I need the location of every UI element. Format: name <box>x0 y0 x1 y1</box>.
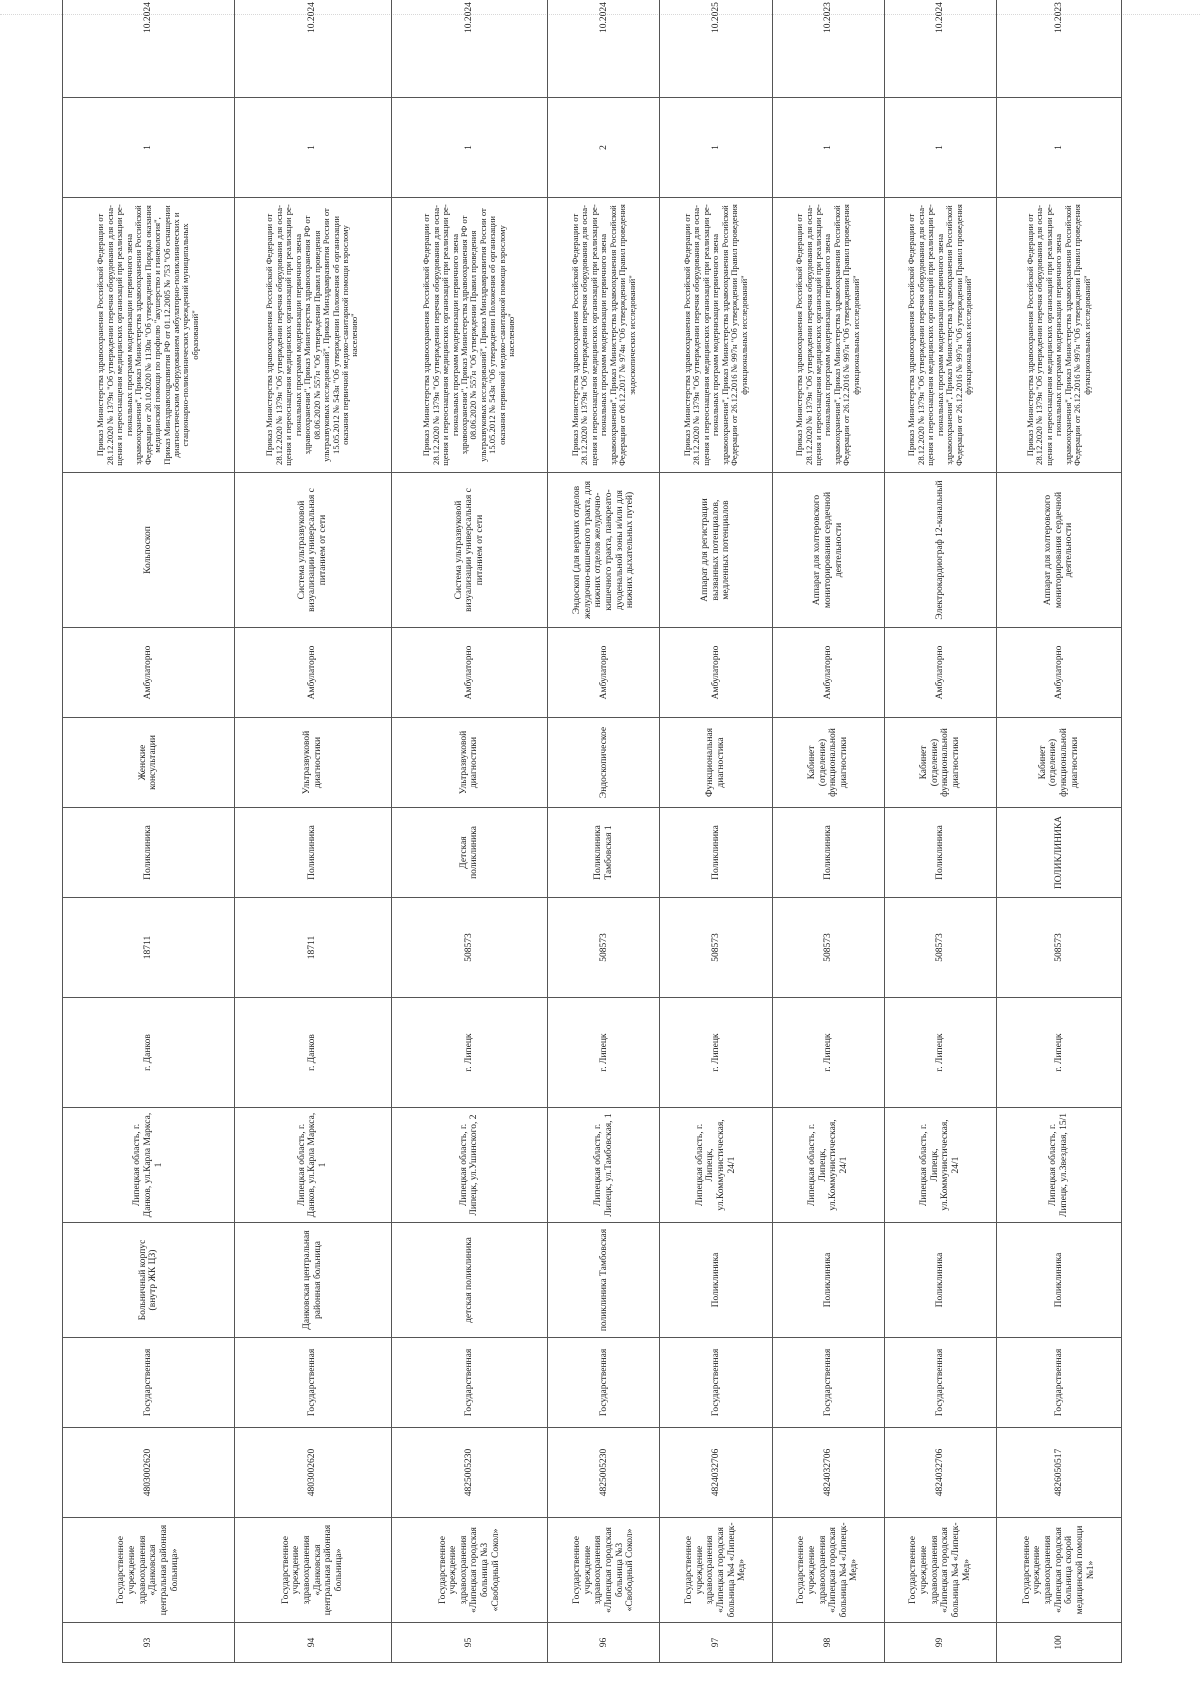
date-cell: 10.2024 <box>391 0 548 98</box>
quantity-cell: 1 <box>996 98 1121 198</box>
row-number-cell: 98 <box>772 1623 884 1663</box>
organization-cell: Государственное учреждение здравоохранения «Данковская центральная районная больница» <box>63 1518 235 1623</box>
legal-basis-cell: Приказ Министерства здравоохранения Российской Федерации от 28.12.2020 № 1379н "Об утверждении перечня оборудования для осна-щения и переоснащения медицинских организаций при реализации ре-гиональных программ модернизации первичного звена здравоохранения", Приказ Министерства здравоохранения Российской Федерации от 26.12.2016 № 997н "Об утверждении Правил проведения функциональных исследований" <box>660 198 772 473</box>
date-cell: 10.2023 <box>996 0 1121 98</box>
subdivision-cell: поликлиника Тамбовская <box>548 1223 660 1338</box>
organization-cell: Государственное учреждение здравоохранения «Липецкая городская больница скорой медицинской помощи №1» <box>996 1518 1121 1623</box>
organization-cell: Государственное учреждение здравоохранения «Липецкая городская больница №3 «Свободный Сокол» <box>548 1518 660 1623</box>
quantity-cell: 1 <box>884 98 996 198</box>
equipment-cell: Эндоскоп (для верхних отделов желудочно-кишечного тракта, для нижних отделов желудочно-кишечного тракта, панкреато-дуоденальной зоны и/или для нижних дыхательных путей) <box>548 473 660 628</box>
care-form-cell: Амбулаторно <box>884 628 996 718</box>
unit-type-cell: Поликлиника <box>234 808 391 898</box>
department-cell: Кабинет (отделение) функциональной диагностики <box>772 718 884 808</box>
population-cell: 508573 <box>996 898 1121 998</box>
table-row <box>884 0 996 1663</box>
inn-cell: 4824032706 <box>884 1428 996 1518</box>
unit-type-cell: Поликлиника <box>63 808 235 898</box>
department-cell: Эндоскопическое <box>548 718 660 808</box>
row-number-cell: 93 <box>63 1623 235 1663</box>
population-cell: 508573 <box>660 898 772 998</box>
care-form-cell: Амбулаторно <box>391 628 548 718</box>
organization-cell: Государственное учреждение здравоохранения «Липецкая городская больница №4 «Липецк-Мед» <box>660 1518 772 1623</box>
ownership-cell: Государственная <box>234 1338 391 1428</box>
legal-basis-cell: Приказ Министерства здравоохранения Российской Федерации от 28.12.2020 № 1379н "Об утверждении перечня оборудования для осна-щения и переоснащения медицинских организаций при реализации ре-гиональных программ модернизации первичного звена здравоохранения", Приказ Министерства здравоохранения РФ от 08.06.2020 № 557н "Об утверждении Правил проведения ультразвуковых исследований", Приказ Минздравразвития России от 15.05.2012 № 543н "Об утверждении Положения об организации оказания первичной медико-санитарной помощи взрослому населению" <box>391 198 548 473</box>
row-number-cell: 100 <box>996 1623 1121 1663</box>
department-cell: Кабинет (отделение) функциональной диагностики <box>884 718 996 808</box>
quantity-cell: 1 <box>772 98 884 198</box>
ownership-cell: Государственная <box>63 1338 235 1428</box>
population-cell: 508573 <box>884 898 996 998</box>
equipment-cell: Аппарат для холтеровского мониторирования сердечной деятельности <box>772 473 884 628</box>
subdivision-cell: Поликлиника <box>772 1223 884 1338</box>
care-form-cell: Амбулаторно <box>234 628 391 718</box>
department-cell: Ультразвуковой диагностики <box>234 718 391 808</box>
subdivision-cell: Поликлиника <box>660 1223 772 1338</box>
inn-cell: 4803002620 <box>63 1428 235 1518</box>
table-row <box>391 0 548 1663</box>
row-number-cell: 99 <box>884 1623 996 1663</box>
department-cell: Женские консультации <box>63 718 235 808</box>
unit-type-cell: Поликлиника Тамбовская 1 <box>548 808 660 898</box>
care-form-cell: Амбулаторно <box>63 628 235 718</box>
equipment-cell: Система ультразвуковой визуализации универсальная с питанием от сети <box>391 473 548 628</box>
city-cell: г. Липецк <box>391 998 548 1108</box>
inn-cell: 4825005230 <box>391 1428 548 1518</box>
population-cell: 508573 <box>548 898 660 998</box>
unit-type-cell: ПОЛИКЛИНИКА <box>996 808 1121 898</box>
address-cell: Липецкая область, г. Липецк, ул.Коммунистическая, 24/1 <box>884 1108 996 1223</box>
row-number-cell: 97 <box>660 1623 772 1663</box>
quantity-cell: 1 <box>63 98 235 198</box>
ownership-cell: Государственная <box>391 1338 548 1428</box>
unit-type-cell: Детская поликлиника <box>391 808 548 898</box>
city-cell: г. Липецк <box>884 998 996 1108</box>
inn-cell: 4824032706 <box>772 1428 884 1518</box>
city-cell: г. Липецк <box>996 998 1121 1108</box>
legal-basis-cell: Приказ Министерства здравоохранения Российской Федерации от 28.12.2020 № 1379н "Об утверждении перечня оборудования для осна-щения и переоснащения медицинских организаций при реализации ре-гиональных программ модернизации первичного звена здравоохранения", Приказ Министерства здравоохранения Российской Федерации от 26.12.2016 № 997н "Об утверждении Правил проведения функциональных исследований" <box>772 198 884 473</box>
population-cell: 18711 <box>63 898 235 998</box>
table-row <box>772 0 884 1663</box>
table-row <box>234 0 391 1663</box>
address-cell: Липецкая область, г. Липецк, ул.Звездная, 15/1 <box>996 1108 1121 1223</box>
date-cell: 10.2024 <box>63 0 235 98</box>
care-form-cell: Амбулаторно <box>548 628 660 718</box>
care-form-cell: Амбулаторно <box>660 628 772 718</box>
quantity-cell: 2 <box>548 98 660 198</box>
equipment-cell: Система ультразвуковой визуализации универсальная с питанием от сети <box>234 473 391 628</box>
quantity-cell: 1 <box>660 98 772 198</box>
date-cell: 10.2023 <box>772 0 884 98</box>
row-number-cell: 95 <box>391 1623 548 1663</box>
address-cell: Липецкая область, г. Данков, ул.Карла Маркса, 1 <box>63 1108 235 1223</box>
address-cell: Липецкая область, г. Данков, ул.Карла Маркса, 1 <box>234 1108 391 1223</box>
rotated-table-container <box>62 2 1122 1663</box>
date-cell: 10.2024 <box>234 0 391 98</box>
address-cell: Липецкая область, г. Липецк, ул.Коммунистическая, 24/1 <box>772 1108 884 1223</box>
quantity-cell: 1 <box>391 98 548 198</box>
subdivision-cell: детская поликлиника <box>391 1223 548 1338</box>
row-number-cell: 96 <box>548 1623 660 1663</box>
date-cell: 10.2024 <box>884 0 996 98</box>
care-form-cell: Амбулаторно <box>772 628 884 718</box>
population-cell: 18711 <box>234 898 391 998</box>
legal-basis-cell: Приказ Министерства здравоохранения Российской Федерации от 28.12.2020 № 1379н "Об утверждении перечня оборудования для осна-щения и переоснащения медицинских организаций при реализации ре-гиональных программ модернизации первичного звена здравоохранения", Приказ Министерства здравоохранения РФ от 08.06.2020 № 557н "Об утверждении Правил проведения ультразвуковых исследований", Приказ Минздравразвития России от 15.05.2012 № 543н "Об утверждении Положения об организации оказания первичной медико-санитарной помощи взрослому населению" <box>234 198 391 473</box>
legal-basis-cell: Приказ Министерства здравоохранения Российской Федерации от 28.12.2020 № 1379н "Об утверждении перечня оборудования для осна-щения и переоснащения медицинских организаций при реализации ре-гиональных программ модернизации первичного звена здравоохранения", Приказ Министерства здравоохранения Российской Федерации от 26.12.2016 № 997н "Об утверждении Правил проведения функциональных исследований" <box>884 198 996 473</box>
inn-cell: 4826050517 <box>996 1428 1121 1518</box>
department-cell: Кабинет (отделение) функциональной диагностики <box>996 718 1121 808</box>
ownership-cell: Государственная <box>884 1338 996 1428</box>
inn-cell: 4824032706 <box>660 1428 772 1518</box>
subdivision-cell: Поликлиника <box>996 1223 1121 1338</box>
subdivision-cell: Больничный корпус (внутр ЖК ЦЗ) <box>63 1223 235 1338</box>
table-row <box>548 0 660 1663</box>
population-cell: 508573 <box>772 898 884 998</box>
table-row <box>996 0 1121 1663</box>
ownership-cell: Государственная <box>772 1338 884 1428</box>
organization-cell: Государственное учреждение здравоохранения «Липецкая городская больница №3 «Свободный Сокол» <box>391 1518 548 1623</box>
subdivision-cell: Данковская центральная районная больница <box>234 1223 391 1338</box>
equipment-cell: Аппарат для холтеровского мониторирования сердечной деятельности <box>996 473 1121 628</box>
city-cell: г. Липецк <box>660 998 772 1108</box>
table-row <box>63 0 235 1663</box>
inn-cell: 4803002620 <box>234 1428 391 1518</box>
city-cell: г. Данков <box>63 998 235 1108</box>
care-form-cell: Амбулаторно <box>996 628 1121 718</box>
ownership-cell: Государственная <box>548 1338 660 1428</box>
city-cell: г. Липецк <box>548 998 660 1108</box>
department-cell: Ультразвуковой диагностики <box>391 718 548 808</box>
legal-basis-cell: Приказ Министерства здравоохранения Российской Федерации от 28.12.2020 № 1379н "Об утверждении перечня оборудования для осна-щения и переоснащения медицинских организаций при реализации ре-гиональных программ модернизации первичного звена здравоохранения", Приказ Министерства здравоохранения Российской Федерации от 20.10.2020 № 1130н "Об утверждении Порядка оказания медицинской помощи по профилю "акушерство и гинекология", Приказ Минздравсоцразвития РФ от 01.12.2005 № 753 "Об оснащении диагностическим оборудованием амбулаторно-поликлинических и стационарно-поликлинических учреждений муниципальных образований" <box>63 198 235 473</box>
unit-type-cell: Поликлиника <box>660 808 772 898</box>
organization-cell: Государственное учреждение здравоохранения «Липецкая городская больница №4 «Липецк-Мед» <box>884 1518 996 1623</box>
equipment-cell: Электрокардиограф 12-канальный <box>884 473 996 628</box>
unit-type-cell: Поликлиника <box>884 808 996 898</box>
legal-basis-cell: Приказ Министерства здравоохранения Российской Федерации от 28.12.2020 № 1379н "Об утверждении перечня оборудования для осна-щения и переоснащения медицинских организаций при реализации ре-гиональных программ модернизации первичного звена здравоохранения", Приказ Министерства здравоохранения Российской Федерации от 26.12.2016 № 997н "Об утверждении Правил проведения функциональных исследований" <box>996 198 1121 473</box>
row-number-cell: 94 <box>234 1623 391 1663</box>
organization-cell: Государственное учреждение здравоохранения «Данковская центральная районная больница» <box>234 1518 391 1623</box>
city-cell: г. Данков <box>234 998 391 1108</box>
equipment-table <box>62 0 1122 1663</box>
address-cell: Липецкая область, г. Липецк, ул.Тамбовская, 1 <box>548 1108 660 1223</box>
subdivision-cell: Поликлиника <box>884 1223 996 1338</box>
department-cell: Функциональная диагностика <box>660 718 772 808</box>
inn-cell: 4825005230 <box>548 1428 660 1518</box>
address-cell: Липецкая область, г. Липецк, ул.Ушинского, 2 <box>391 1108 548 1223</box>
city-cell: г. Липецк <box>772 998 884 1108</box>
quantity-cell: 1 <box>234 98 391 198</box>
ownership-cell: Государственная <box>996 1338 1121 1428</box>
ownership-cell: Государственная <box>660 1338 772 1428</box>
date-cell: 10.2024 <box>548 0 660 98</box>
table-body <box>63 0 1122 1663</box>
table-row <box>660 0 772 1663</box>
equipment-cell: Аппарат для регистрации вызванных потенциалов, медленных потенциалов <box>660 473 772 628</box>
address-cell: Липецкая область, г. Липецк, ул.Коммунистическая, 24/1 <box>660 1108 772 1223</box>
legal-basis-cell: Приказ Министерства здравоохранения Российской Федерации от 28.12.2020 № 1379н "Об утверждении перечня оборудования для осна-щения и переоснащения медицинских организаций при реализации ре-гиональных программ модернизации первичного звена здравоохранения", Приказ Министерства здравоохранения Российской Федерации от 06.12.2017 № 974н "Об утверждении Правил проведения эндоскопических исследований" <box>548 198 660 473</box>
unit-type-cell: Поликлиника <box>772 808 884 898</box>
equipment-cell: Кольпоскоп <box>63 473 235 628</box>
date-cell: 10.2025 <box>660 0 772 98</box>
organization-cell: Государственное учреждение здравоохранения «Липецкая городская больница №4 «Липецк-Мед» <box>772 1518 884 1623</box>
population-cell: 508573 <box>391 898 548 998</box>
